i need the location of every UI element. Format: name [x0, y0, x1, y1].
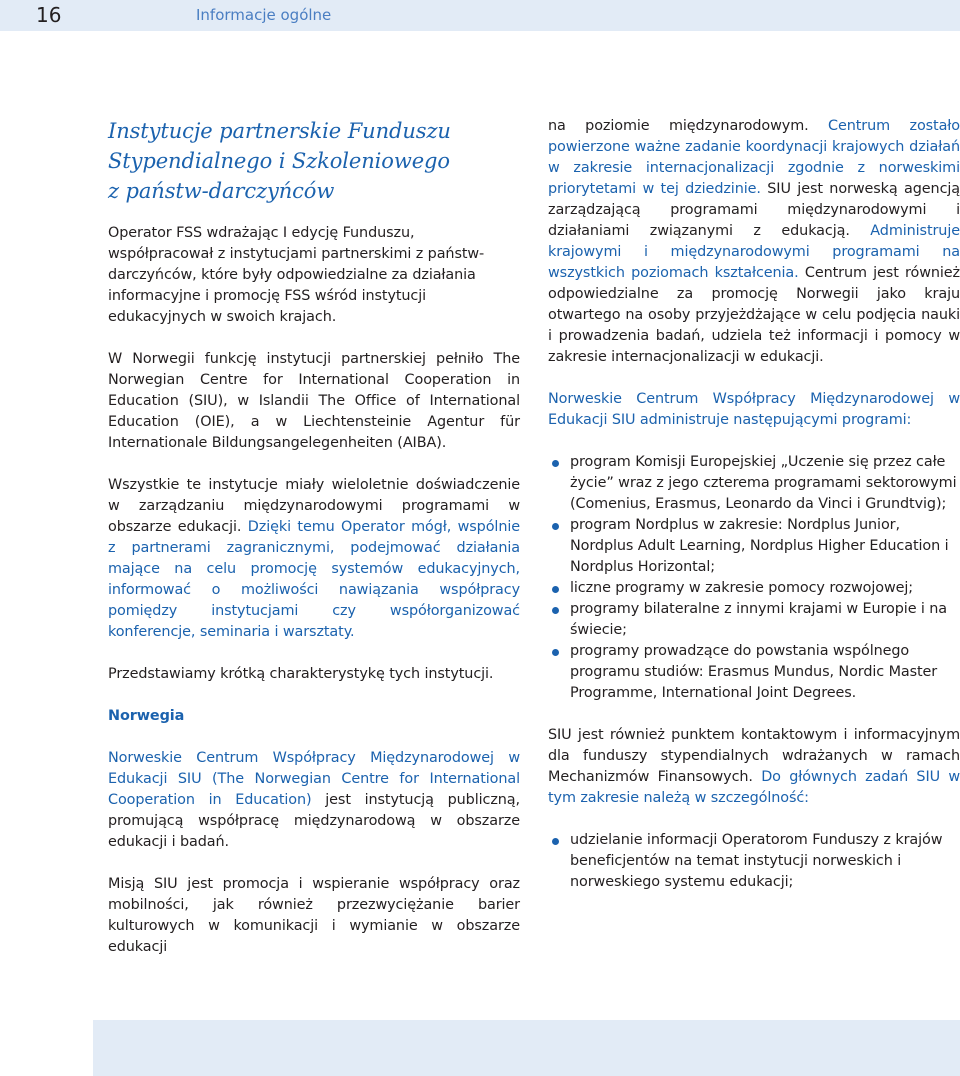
list-item [548, 599, 960, 641]
contact-point-paragraph [548, 725, 960, 809]
list-item-text: program Nordplus w zakresie: Nordplus Junior, Nordplus Adult Learning, Nordplus Higher Education i Nordplus Horizontal; [570, 517, 949, 575]
list-item [548, 641, 960, 704]
bullet-icon [552, 838, 559, 845]
partners-paragraph: W Norwegii funkcję instytucji partnerskiej pełniło The Norwegian Centre for International Cooperation in Education (SIU), w Islandii The Office of International Education (OIE), a w Liechtensteinie Agentur für Internationale Bildungsangelegenheiten (AIBA). [108, 351, 520, 451]
title-line: z państw-darczyńców [108, 179, 335, 203]
footer-band [93, 1020, 960, 1076]
list-item-text: liczne programy w zakresie pomocy rozwojowej; [570, 580, 914, 596]
experience-text-highlight: Dzięki temu Operator mógł, wspólnie z partnerami zagranicznymi, podejmować działania mające na celu promocję systemów edukacyjnych, informować o możliwości nawiązania współpracy pomiędzy instytucjami czy współorganizować konferencje, seminaria i warsztaty. [108, 519, 520, 640]
page-header-band [0, 0, 960, 31]
tasks-list [548, 830, 960, 893]
siu-role-text-highlight: Centrum zostało powierzone ważne zadanie koordynacji krajowych działań w zakresie internacjonalizacji zgodnie z norweskimi priorytetami w tej dziedzinie. [548, 118, 960, 197]
siu-role-paragraph [548, 116, 960, 368]
section-title: Informacje ogólne [196, 6, 332, 24]
siu-role-text: na poziomie międzynarodowym. [548, 118, 809, 134]
list-item-text: udzielanie informacji Operatorom Funduszy z krajów beneficjentów na temat instytucji norweskich i norweskiego systemu edukacji; [570, 832, 943, 890]
article-title [108, 116, 520, 206]
list-item-text: programy prowadzące do powstania wspólnego programu studiów: Erasmus Mundus, Nordic Master Programme, International Joint Degrees. [570, 643, 938, 701]
experience-paragraph [108, 475, 520, 643]
programs-list [548, 452, 960, 704]
list-item [548, 515, 960, 578]
bullet-icon [552, 586, 559, 593]
left-column [108, 116, 520, 979]
bullet-icon [552, 460, 559, 467]
siu-role-text: Centrum jest również odpowiedzialne za promocję Norwegii jako kraju otwartego na osoby przyjeżdżające w celu podjęcia nauki i prowadzenia badań, udziela też informacji i pomocy w zakresie internacjonalizacji w edukacji. [548, 265, 960, 365]
contact-point-text-highlight: Do głównych zadań SIU w tym zakresie należą w szczególność: [548, 769, 960, 806]
contact-point-text: SIU jest również punktem kontaktowym i informacyjnym dla funduszy stypendialnych wdrażanych w ramach Mechanizmów Finansowych. [548, 727, 960, 785]
page-number: 16 [36, 3, 62, 27]
siu-role-text: SIU jest norweską agencją zarządzającą programami międzynarodowymi i działaniami związanymi z edukacją. [548, 181, 960, 239]
list-item [548, 830, 960, 893]
mission-paragraph: Misją SIU jest promocja i wspieranie współpracy oraz mobilności, jak również przezwyciężanie barier kulturowych w komunikacji i wymianie w obszarze edukacji [108, 876, 520, 955]
list-item [548, 578, 960, 599]
bullet-icon [552, 649, 559, 656]
norway-subheading: Norwegia [108, 708, 185, 724]
siu-name-text: Norweskie Centrum Współpracy Międzynarodowej w Edukacji SIU (The Norwegian Centre for International Cooperation in Education) [108, 750, 520, 808]
intro-paragraph: Operator FSS wdrażając I edycję Funduszu, współpracował z instytucjami partnerskimi z państw-darczyńców, które były odpowiedzialne za działania informacyjne i promocję FSS wśród instytucji edukacyjnych w swoich krajach. [108, 225, 485, 325]
siu-role-text-highlight: Administruje krajowymi i międzynarodowymi programami na wszystkich poziomach kształcenia. [548, 223, 960, 281]
bullet-icon [552, 523, 559, 530]
list-item [548, 452, 960, 515]
bullet-icon [552, 607, 559, 614]
title-line: Instytucje partnerskie Funduszu [108, 119, 451, 143]
title-line: Stypendialnego i Szkoleniowego [108, 149, 450, 173]
siu-desc-text: jest instytucją publiczną, promującą współpracę międzynarodową w obszarze edukacji i badań. [108, 792, 520, 850]
programs-intro-paragraph: Norweskie Centrum Współpracy Międzynarodowej w Edukacji SIU administruje następującymi programi: [548, 391, 960, 428]
experience-text: Wszystkie te instytucje miały wieloletnie doświadczenie w zarządzaniu międzynarodowymi programami w obszarze edukacji. [108, 477, 520, 535]
right-column [548, 116, 960, 914]
list-item-text: programy bilateralne z innymi krajami w Europie i na świecie; [570, 601, 948, 638]
summary-paragraph: Przedstawiamy krótką charakterystykę tych instytucji. [108, 666, 494, 682]
list-item-text: program Komisji Europejskiej „Uczenie się przez całe życie” wraz z jego czterema programami sektorowymi (Comenius, Erasmus, Leonardo da Vinci i Grundtvig); [570, 454, 957, 512]
siu-paragraph [108, 748, 520, 853]
